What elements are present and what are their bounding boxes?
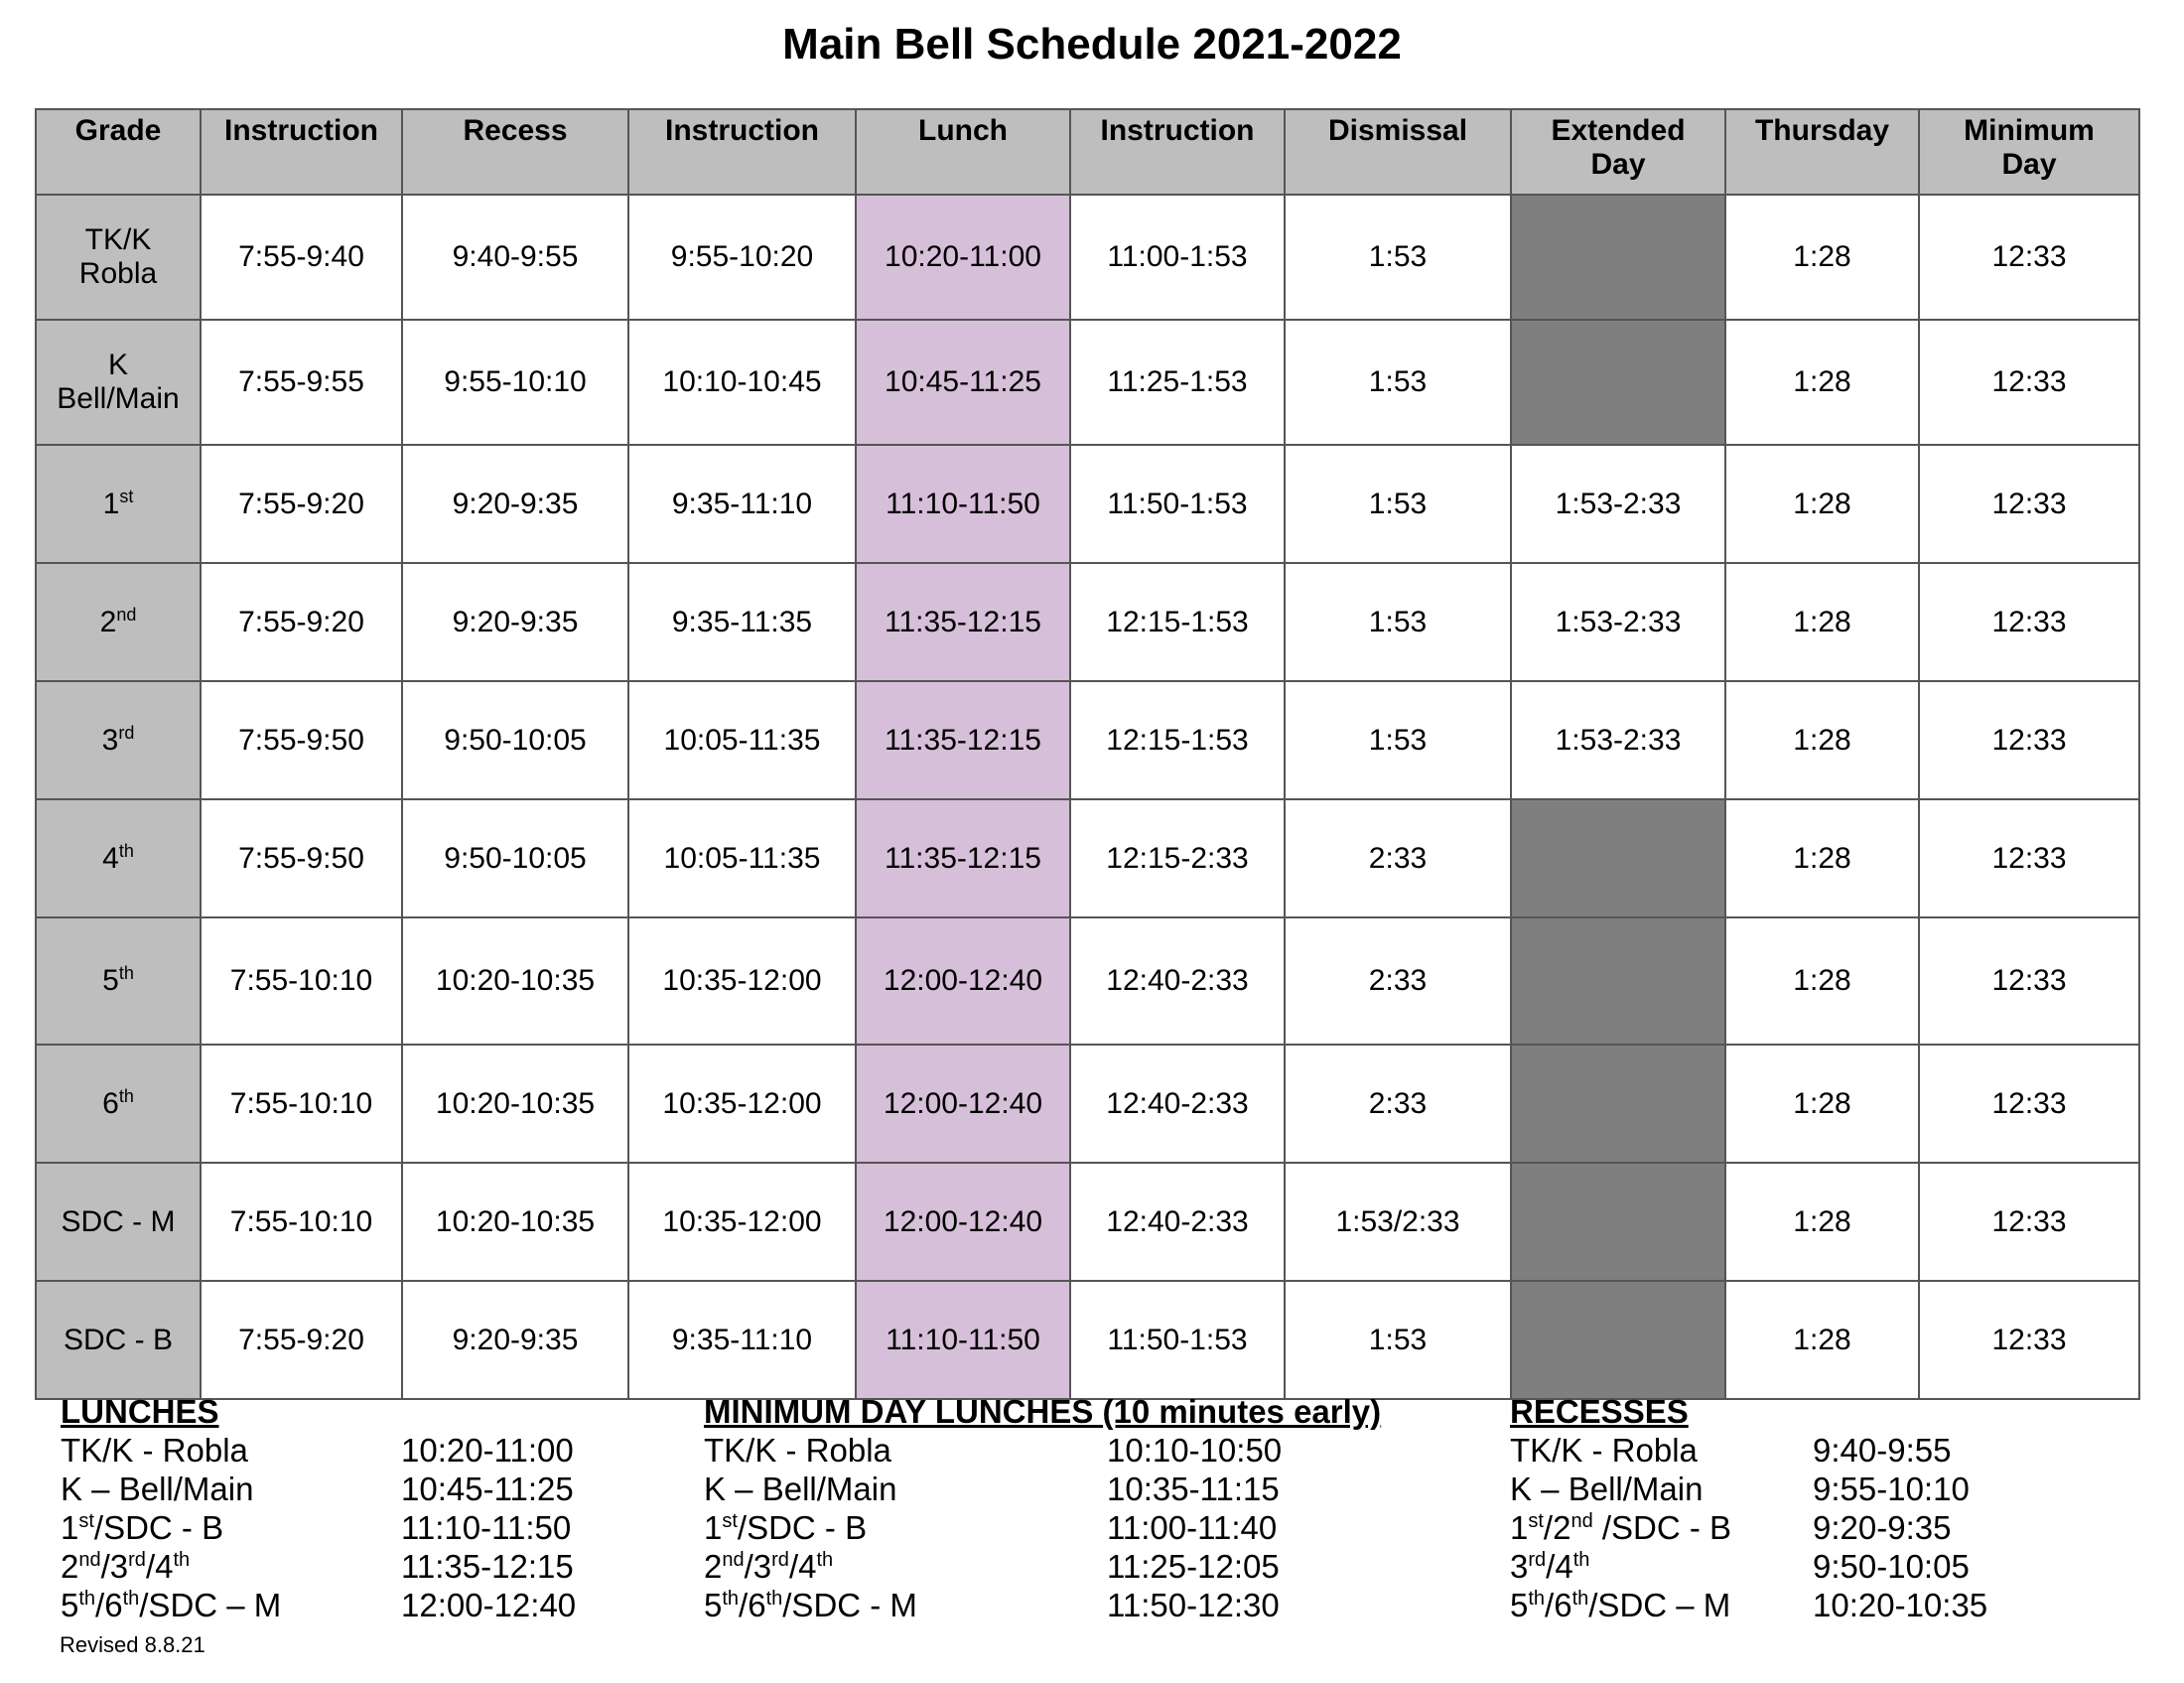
time-cell: 1:53	[1285, 445, 1511, 563]
list-item	[1510, 1547, 2145, 1586]
time-cell: 1:53	[1285, 681, 1511, 799]
time-cell: 9:50-10:05	[402, 681, 628, 799]
column-header: Instruction	[628, 109, 856, 195]
time-cell: 7:55-9:20	[201, 1281, 402, 1399]
minimum-day-lunches-section	[704, 1392, 1458, 1624]
time-cell: 1:28	[1725, 195, 1919, 320]
column-header: Thursday	[1725, 109, 1919, 195]
time-cell: 9:35-11:35	[628, 563, 856, 681]
extended-day-cell: 1:53-2:33	[1511, 563, 1725, 681]
time-cell: 9:55-10:20	[628, 195, 856, 320]
time-cell: 11:00-1:53	[1070, 195, 1285, 320]
table-row	[36, 1045, 2139, 1163]
lunches-section	[61, 1392, 676, 1624]
column-header: Instruction	[201, 109, 402, 195]
item-label: 5th/6th/SDC – M	[1510, 1587, 1731, 1623]
column-header: Dismissal	[1285, 109, 1511, 195]
item-time: 11:10-11:50	[401, 1509, 572, 1546]
column-header: Recess	[402, 109, 628, 195]
item-label: 1st/2nd /SDC - B	[1510, 1509, 1732, 1546]
column-header: Grade	[36, 109, 201, 195]
item-time: 10:10-10:50	[1107, 1432, 1283, 1469]
item-label: 1st/SDC - B	[61, 1509, 224, 1546]
list-item	[1510, 1508, 2145, 1547]
item-label: 2nd/3rd/4th	[61, 1548, 191, 1585]
list-item	[61, 1431, 676, 1470]
time-cell: 7:55-9:20	[201, 445, 402, 563]
table-row	[36, 445, 2139, 563]
item-time: 10:45-11:25	[401, 1471, 574, 1507]
item-label: TK/K - Robla	[61, 1432, 248, 1469]
lunch-cell: 11:35-12:15	[856, 799, 1070, 917]
lunch-cell: 12:00-12:40	[856, 1045, 1070, 1163]
lunch-cell: 10:20-11:00	[856, 195, 1070, 320]
item-time: 11:00-11:40	[1107, 1509, 1278, 1546]
table-row	[36, 195, 2139, 320]
grade-cell: 4th	[36, 799, 201, 917]
page-title: Main Bell Schedule 2021-2022	[782, 20, 1402, 69]
time-cell: 12:40-2:33	[1070, 1045, 1285, 1163]
time-cell: 10:20-10:35	[402, 917, 628, 1045]
item-label: 2nd/3rd/4th	[704, 1548, 834, 1585]
lunch-cell: 12:00-12:40	[856, 1163, 1070, 1281]
list-item	[61, 1470, 676, 1508]
list-item	[1510, 1470, 2145, 1508]
time-cell: 11:50-1:53	[1070, 1281, 1285, 1399]
list-item	[61, 1586, 676, 1624]
time-cell: 9:50-10:05	[402, 799, 628, 917]
time-cell: 12:40-2:33	[1070, 1163, 1285, 1281]
time-cell: 12:15-2:33	[1070, 799, 1285, 917]
time-cell: 12:33	[1919, 445, 2139, 563]
time-cell: 12:15-1:53	[1070, 681, 1285, 799]
section-heading: LUNCHES	[61, 1393, 219, 1430]
list-item	[704, 1586, 1458, 1624]
time-cell: 1:53	[1285, 195, 1511, 320]
time-cell: 12:33	[1919, 799, 2139, 917]
item-time: 9:20-9:35	[1813, 1509, 1952, 1546]
list-item	[1510, 1586, 2145, 1624]
time-cell: 7:55-9:40	[201, 195, 402, 320]
item-time: 11:25-12:05	[1107, 1548, 1280, 1585]
time-cell: 12:15-1:53	[1070, 563, 1285, 681]
lunch-cell: 11:10-11:50	[856, 445, 1070, 563]
section-heading: MINIMUM DAY LUNCHES (10 minutes early)	[704, 1393, 1382, 1430]
table-row	[36, 681, 2139, 799]
grade-cell: 6th	[36, 1045, 201, 1163]
time-cell: 1:28	[1725, 917, 1919, 1045]
list-item	[1510, 1431, 2145, 1470]
time-cell: 1:28	[1725, 320, 1919, 445]
time-cell: 7:55-9:55	[201, 320, 402, 445]
item-time: 10:20-10:35	[1813, 1587, 1988, 1623]
time-cell: 12:33	[1919, 320, 2139, 445]
item-time: 9:50-10:05	[1813, 1548, 1970, 1585]
item-label: 3rd/4th	[1510, 1548, 1590, 1585]
extended-day-cell	[1511, 917, 1725, 1045]
item-time: 11:50-12:30	[1107, 1587, 1280, 1623]
time-cell: 11:50-1:53	[1070, 445, 1285, 563]
extended-day-cell	[1511, 1163, 1725, 1281]
grade-cell: K Bell/Main	[36, 320, 201, 445]
item-time: 10:35-11:15	[1107, 1471, 1280, 1507]
time-cell: 1:53	[1285, 1281, 1511, 1399]
time-cell: 1:28	[1725, 1281, 1919, 1399]
time-cell: 9:55-10:10	[402, 320, 628, 445]
time-cell: 7:55-10:10	[201, 917, 402, 1045]
bell-schedule-table	[35, 108, 2140, 1400]
time-cell: 12:33	[1919, 917, 2139, 1045]
time-cell: 9:40-9:55	[402, 195, 628, 320]
list-item	[704, 1508, 1458, 1547]
item-label: K – Bell/Main	[1510, 1471, 1704, 1507]
time-cell: 7:55-9:50	[201, 681, 402, 799]
time-cell: 10:05-11:35	[628, 799, 856, 917]
time-cell: 9:20-9:35	[402, 563, 628, 681]
time-cell: 12:33	[1919, 1045, 2139, 1163]
time-cell: 10:35-12:00	[628, 1163, 856, 1281]
lunch-cell: 12:00-12:40	[856, 917, 1070, 1045]
grade-cell: 2nd	[36, 563, 201, 681]
grade-cell: TK/K Robla	[36, 195, 201, 320]
column-header: Instruction	[1070, 109, 1285, 195]
time-cell: 1:28	[1725, 681, 1919, 799]
time-cell: 7:55-10:10	[201, 1163, 402, 1281]
time-cell: 1:53	[1285, 320, 1511, 445]
time-cell: 9:35-11:10	[628, 445, 856, 563]
recesses-section	[1510, 1392, 2145, 1624]
time-cell: 10:35-12:00	[628, 917, 856, 1045]
grade-cell: SDC - B	[36, 1281, 201, 1399]
time-cell: 12:33	[1919, 563, 2139, 681]
grade-cell: 5th	[36, 917, 201, 1045]
item-label: 5th/6th/SDC - M	[704, 1587, 917, 1623]
extended-day-cell	[1511, 1045, 1725, 1163]
time-cell: 12:33	[1919, 195, 2139, 320]
time-cell: 10:10-10:45	[628, 320, 856, 445]
time-cell: 10:20-10:35	[402, 1163, 628, 1281]
time-cell: 10:20-10:35	[402, 1045, 628, 1163]
list-item	[704, 1431, 1458, 1470]
table-row	[36, 1163, 2139, 1281]
list-item	[704, 1470, 1458, 1508]
time-cell: 1:28	[1725, 1045, 1919, 1163]
time-cell: 10:35-12:00	[628, 1045, 856, 1163]
time-cell: 9:20-9:35	[402, 445, 628, 563]
table-row	[36, 917, 2139, 1045]
list-item	[704, 1547, 1458, 1586]
time-cell: 7:55-9:20	[201, 563, 402, 681]
time-cell: 1:28	[1725, 1163, 1919, 1281]
item-time: 9:55-10:10	[1813, 1471, 1970, 1507]
list-item	[61, 1547, 676, 1586]
extended-day-cell: 1:53-2:33	[1511, 445, 1725, 563]
extended-day-cell	[1511, 195, 1725, 320]
time-cell: 9:20-9:35	[402, 1281, 628, 1399]
column-header: Minimum Day	[1919, 109, 2139, 195]
time-cell: 12:40-2:33	[1070, 917, 1285, 1045]
time-cell: 2:33	[1285, 1045, 1511, 1163]
grade-cell: 3rd	[36, 681, 201, 799]
time-cell: 1:53/2:33	[1285, 1163, 1511, 1281]
item-label: 5th/6th/SDC – M	[61, 1587, 282, 1623]
list-item	[61, 1508, 676, 1547]
time-cell: 1:28	[1725, 563, 1919, 681]
time-cell: 2:33	[1285, 917, 1511, 1045]
time-cell: 1:28	[1725, 445, 1919, 563]
column-header: Extended Day	[1511, 109, 1725, 195]
extended-day-cell	[1511, 320, 1725, 445]
time-cell: 7:55-10:10	[201, 1045, 402, 1163]
time-cell: 12:33	[1919, 1163, 2139, 1281]
grade-cell: SDC - M	[36, 1163, 201, 1281]
item-label: TK/K - Robla	[704, 1432, 891, 1469]
header-row	[36, 109, 2139, 195]
time-cell: 9:35-11:10	[628, 1281, 856, 1399]
time-cell: 12:33	[1919, 681, 2139, 799]
revised-note: Revised 8.8.21	[60, 1632, 205, 1657]
extended-day-cell: 1:53-2:33	[1511, 681, 1725, 799]
lunch-cell: 11:10-11:50	[856, 1281, 1070, 1399]
column-header: Lunch	[856, 109, 1070, 195]
time-cell: 1:53	[1285, 563, 1511, 681]
table-row	[36, 320, 2139, 445]
time-cell: 12:33	[1919, 1281, 2139, 1399]
time-cell: 7:55-9:50	[201, 799, 402, 917]
item-time: 10:20-11:00	[401, 1432, 574, 1469]
table-row	[36, 799, 2139, 917]
item-time: 11:35-12:15	[401, 1548, 574, 1585]
item-label: 1st/SDC - B	[704, 1509, 868, 1546]
section-heading: RECESSES	[1510, 1393, 1689, 1430]
time-cell: 1:28	[1725, 799, 1919, 917]
item-label: K – Bell/Main	[61, 1471, 254, 1507]
lunch-cell: 11:35-12:15	[856, 681, 1070, 799]
extended-day-cell	[1511, 799, 1725, 917]
lunch-cell: 10:45-11:25	[856, 320, 1070, 445]
lunch-cell: 11:35-12:15	[856, 563, 1070, 681]
grade-cell: 1st	[36, 445, 201, 563]
time-cell: 10:05-11:35	[628, 681, 856, 799]
time-cell: 11:25-1:53	[1070, 320, 1285, 445]
extended-day-cell	[1511, 1281, 1725, 1399]
item-time: 12:00-12:40	[401, 1587, 577, 1623]
item-label: TK/K - Robla	[1510, 1432, 1698, 1469]
item-time: 9:40-9:55	[1813, 1432, 1952, 1469]
table-row	[36, 563, 2139, 681]
table-row	[36, 1281, 2139, 1399]
time-cell: 2:33	[1285, 799, 1511, 917]
item-label: K – Bell/Main	[704, 1471, 897, 1507]
